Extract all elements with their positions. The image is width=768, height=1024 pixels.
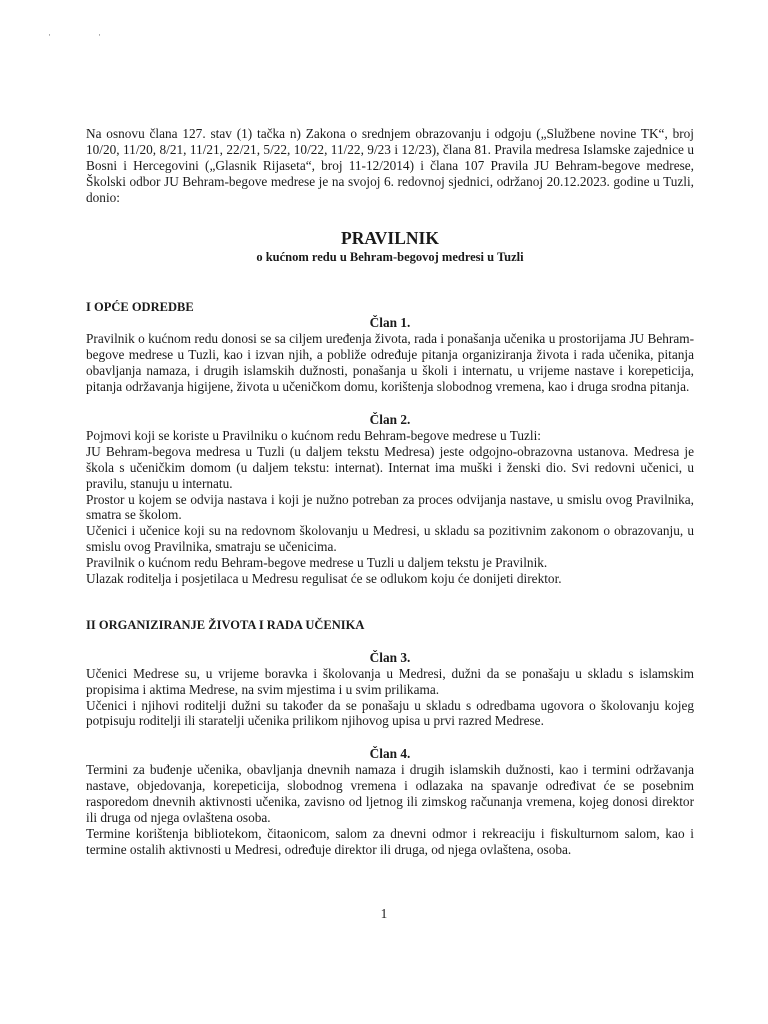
article-1-label: Član 1. — [369, 315, 411, 331]
article-3-line: Učenici i njihovi roditelji dužni su također da se ponašaju u skladu s odredbama ugovora o školovanju kojeg potpisuju roditelji ili staratelji učenika prilikom njihovog upisa u prvi razred Medrese. — [86, 697, 694, 729]
article-4-line: Termine korištenja bibliotekom, čitaonicom, salom za dnevni odmor i rekreaciju i fiskulturnom salom, kao i termine ostalih aktivnosti u Medresi, određuje direktor ili druga, od njega ovlaštena, osoba. — [86, 825, 694, 857]
article-2-line: Pojmovi koji se koriste u Pravilniku o kućnom redu Behram-begove medrese u Tuzli: — [86, 427, 541, 443]
document-title: PRAVILNIK — [341, 227, 439, 248]
preamble: Na osnovu člana 127. stav (1) tačka n) Zakona o srednjem obrazovanju i odgoju („Službene novine TK“, broj 10/20, 11/20, 8/21, 11/21, 22/21, 5/22, 10/22, 11/22, 9/23 i 12/23), člana 81. Pravila medresa Islamske zajednice u Bosni i Hercegovini („Glasnik Rijaseta“, broj 11-12/2014) i člana 107 Pravila JU Behram-begove medrese, Školski odbor JU Behram-begove medrese je na svojoj 6. redovnoj sjednici, održanoj 20.12.2023. godine u Tuzli, donio: — [86, 126, 694, 205]
article-4-label: Član 4. — [369, 746, 411, 762]
section-heading-2: II ORGANIZIRANJE ŽIVOTA I RADA UČENIKA — [86, 617, 365, 632]
scan-speck: · — [98, 30, 101, 40]
page-number: 1 — [380, 906, 388, 921]
article-2-line: Učenici i učenice koji su na redovnom školovanju u Medresi, u skladu sa pozitivnim zakonom o obrazovanju, u smislu ovog Pravilnika, smatraju se učenicima. — [86, 523, 694, 555]
article-2-line: Ulazak roditelja i posjetilaca u Medresu regulisat će se odlukom koju će donijeti direktor. — [86, 571, 562, 587]
document-subtitle: o kućnom redu u Behram-begovoj medresi u Tuzli — [256, 249, 524, 264]
article-4-line: Termini za buđenje učenika, obavljanja dnevnih namaza i drugih islamskih dužnosti, kao i termini održavanja nastave, objedovanja, korepeticija, slobodnog vremena i odlazaka na spavanje određivat će se posebnim rasporedom dnevnih aktivnosti učenika, zavisno od ljetnog ili zimskog računanja vremena, kojeg donosi direktor ili druga od njega ovlaštena osoba. — [86, 762, 694, 825]
article-1-text: Pravilnik o kućnom redu donosi se sa ciljem uređenja života, rada i ponašanja učenika u prostorijama JU Behram-begove medrese u Tuzli, kao i izvan njih, a pobliže određuje pitanja organiziranja života i rada učenika, pitanja obavljanja namaza, i drugih islamskih dužnosti, ponašanja u školi i internatu, u vrijeme nastave i korepeticija, pitanja održavanja higijene, života u učeničkom domu, korištenja slobodnog vremena, kao i druga srodna pitanja. — [86, 331, 694, 395]
section-heading-1: I OPĆE ODREDBE — [86, 299, 194, 314]
article-2-line: JU Behram-begova medresa u Tuzli (u daljem tekstu Medresa) jeste odgojno-obrazovna ustanova. Medresa je škola s učeničkim domom (u daljem tekstu: internat). Internat ima muški i ženski dio. Svi redovni učenici, u pravilu, stanuju u internatu. — [86, 443, 694, 491]
article-3-label: Član 3. — [369, 649, 411, 665]
scan-speck: · — [48, 30, 51, 40]
article-2-line: Prostor u kojem se odvija nastava i koji je nužno potreban za proces odvijanja nastave, u smislu ovog Pravilnika, smatra se školom. — [86, 491, 694, 523]
document-page — [86, 126, 694, 858]
article-2-line: Pravilnik o kućnom redu Behram-begove medrese u Tuzli u daljem tekstu je Pravilnik. — [86, 555, 548, 571]
article-2-label: Član 2. — [369, 411, 411, 427]
article-3-line: Učenici Medrese su, u vrijeme boravka i školovanja u Medresi, dužni da se ponašaju u skladu s islamskim propisima i aktima Medrese, na svim mjestima i u svim prilikama. — [86, 665, 694, 697]
